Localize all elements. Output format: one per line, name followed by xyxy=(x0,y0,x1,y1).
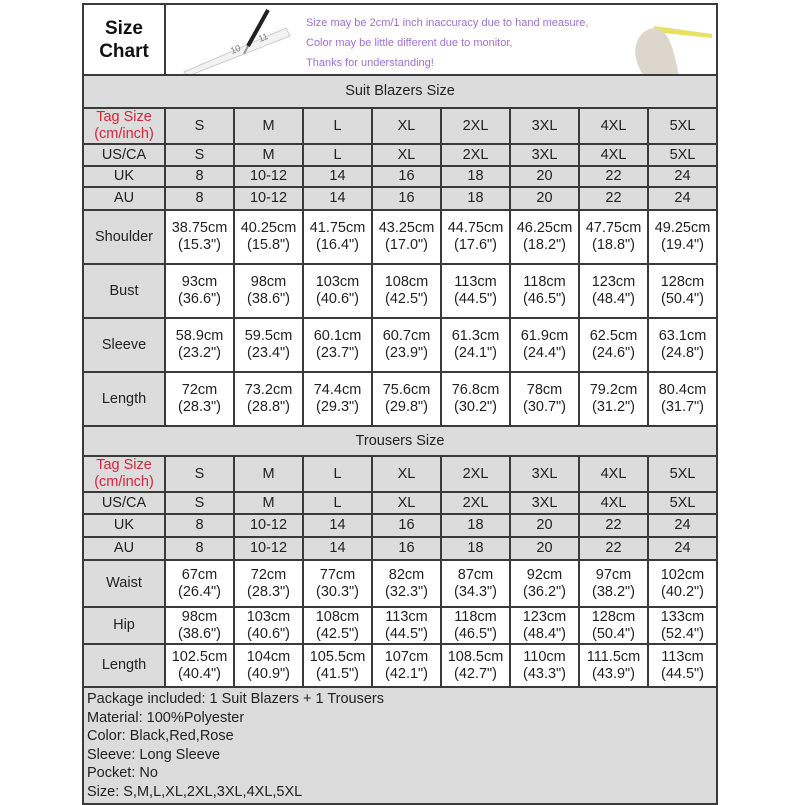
measurement-cell: 10-12 xyxy=(234,537,303,560)
trousers-title-row xyxy=(83,426,717,456)
measurement-cell: 63.1cm (24.8") xyxy=(648,318,717,372)
size-header-l: L xyxy=(303,456,372,492)
size-header-2xl: 2XL xyxy=(441,456,510,492)
measurement-cell: 10-12 xyxy=(234,514,303,537)
measurement-cell: 123cm (48.4") xyxy=(579,264,648,318)
row-label: Shoulder xyxy=(83,210,165,264)
measurement-cell: 110cm (43.3") xyxy=(510,644,579,687)
size-chart-title xyxy=(83,4,165,75)
table-row-bust xyxy=(83,264,717,318)
measurement-cell: 123cm (48.4") xyxy=(510,607,579,644)
row-label: Hip xyxy=(83,607,165,644)
measurement-cell: 2XL xyxy=(441,144,510,166)
ruler-mark: 11 xyxy=(257,31,270,44)
size-header-xl: XL xyxy=(372,108,441,144)
tag-size-row xyxy=(83,108,717,144)
size-header-m: M xyxy=(234,456,303,492)
size-header-xl: XL xyxy=(372,456,441,492)
measurement-cell: 61.9cm (24.4") xyxy=(510,318,579,372)
measurement-cell: 97cm (38.2") xyxy=(579,560,648,607)
row-label: Length xyxy=(83,372,165,426)
measurement-cell: 2XL xyxy=(441,492,510,514)
measurement-cell: 128cm (50.4") xyxy=(648,264,717,318)
row-label: UK xyxy=(83,166,165,187)
row-label: Sleeve xyxy=(83,318,165,372)
size-header-3xl: 3XL xyxy=(510,456,579,492)
table-row-hip xyxy=(83,607,717,644)
ruler-mark: 10 xyxy=(229,42,243,56)
measurement-cell: 43.25cm (17.0") xyxy=(372,210,441,264)
measurement-cell: 40.25cm (15.8") xyxy=(234,210,303,264)
trousers-section-title: Trousers Size xyxy=(83,426,717,456)
measurement-cell: 24 xyxy=(648,187,717,210)
measurement-cell: 38.75cm (15.3") xyxy=(165,210,234,264)
measurement-cell: 73.2cm (28.8") xyxy=(234,372,303,426)
measurement-cell: 8 xyxy=(165,514,234,537)
measurement-cell: 74.4cm (29.3") xyxy=(303,372,372,426)
measurement-cell: 72cm (28.3") xyxy=(165,372,234,426)
measurement-cell: 98cm (38.6") xyxy=(234,264,303,318)
measurement-cell: S xyxy=(165,492,234,514)
measurement-cell: M xyxy=(234,492,303,514)
measurement-cell: 108.5cm (42.7") xyxy=(441,644,510,687)
measurement-cell: 118cm (46.5") xyxy=(441,607,510,644)
title-line-2: Chart xyxy=(99,40,149,62)
row-label: US/CA xyxy=(83,492,165,514)
pencil-ruler-icon xyxy=(176,6,296,74)
size-header-s: S xyxy=(165,456,234,492)
measurement-cell: 4XL xyxy=(579,492,648,514)
measurement-cell: 107cm (42.1") xyxy=(372,644,441,687)
measurement-cell: 58.9cm (23.2") xyxy=(165,318,234,372)
table-row-sleeve xyxy=(83,318,717,372)
measurement-cell: 14 xyxy=(303,514,372,537)
measurement-cell: 24 xyxy=(648,537,717,560)
measurement-cell: 44.75cm (17.6") xyxy=(441,210,510,264)
table-row-uk xyxy=(83,514,717,537)
measurement-cell: 113cm (44.5") xyxy=(441,264,510,318)
table-row-au xyxy=(83,187,717,210)
measurement-cell: 93cm (36.6") xyxy=(165,264,234,318)
row-label: AU xyxy=(83,537,165,560)
measurement-cell: 67cm (26.4") xyxy=(165,560,234,607)
measurement-cell: 111.5cm (43.9") xyxy=(579,644,648,687)
measurement-cell: 77cm (30.3") xyxy=(303,560,372,607)
table-row-au xyxy=(83,537,717,560)
size-header-5xl: 5XL xyxy=(648,108,717,144)
table-row-us-ca xyxy=(83,144,717,166)
measurement-cell: 8 xyxy=(165,187,234,210)
measurement-cell: S xyxy=(165,144,234,166)
measurement-cell: XL xyxy=(372,492,441,514)
measurement-cell: 16 xyxy=(372,187,441,210)
measurement-cell: 133cm (52.4") xyxy=(648,607,717,644)
measurement-cell: 3XL xyxy=(510,144,579,166)
size-header-5xl: 5XL xyxy=(648,456,717,492)
measurement-cell: 47.75cm (18.8") xyxy=(579,210,648,264)
row-label: US/CA xyxy=(83,144,165,166)
measurement-cell: 41.75cm (16.4") xyxy=(303,210,372,264)
measurement-notes xyxy=(306,13,588,73)
measurement-cell: 102cm (40.2") xyxy=(648,560,717,607)
measurement-cell: XL xyxy=(372,144,441,166)
measurement-cell: 10-12 xyxy=(234,187,303,210)
size-header-s: S xyxy=(165,108,234,144)
note-line: Thanks for understanding! xyxy=(306,57,434,69)
measurement-cell: 3XL xyxy=(510,492,579,514)
measurement-cell: 72cm (28.3") xyxy=(234,560,303,607)
size-header-3xl: 3XL xyxy=(510,108,579,144)
product-detail-line: Size: S,M,L,XL,2XL,3XL,4XL,5XL xyxy=(87,783,303,800)
measurement-cell: 20 xyxy=(510,514,579,537)
row-label: Bust xyxy=(83,264,165,318)
table-row-shoulder xyxy=(83,210,717,264)
table-row-uk xyxy=(83,166,717,187)
measurement-cell: 105.5cm (41.5") xyxy=(303,644,372,687)
size-header-4xl: 4XL xyxy=(579,456,648,492)
measurement-cell: 75.6cm (29.8") xyxy=(372,372,441,426)
tag-size-row xyxy=(83,456,717,492)
product-details-row xyxy=(83,687,717,804)
measurement-cell: M xyxy=(234,144,303,166)
measurement-cell: 113cm (44.5") xyxy=(648,644,717,687)
measurement-cell: 59.5cm (23.4") xyxy=(234,318,303,372)
measurement-cell: 22 xyxy=(579,537,648,560)
title-line-1: Size xyxy=(104,17,144,39)
note-line: Color may be little different due to monitor, xyxy=(306,37,513,49)
product-detail-line: Pocket: No xyxy=(87,765,158,781)
tag-size-label: Tag Size (cm/inch) xyxy=(83,456,165,492)
measurement-cell: L xyxy=(303,492,372,514)
hand-tape-measure-icon xyxy=(624,6,714,74)
measurement-cell: 92cm (36.2") xyxy=(510,560,579,607)
measurement-cell: 20 xyxy=(510,187,579,210)
blazers-section-title: Suit Blazers Size xyxy=(83,75,717,108)
measurement-cell: 14 xyxy=(303,537,372,560)
measurement-cell: 16 xyxy=(372,514,441,537)
measurement-cell: 60.1cm (23.7") xyxy=(303,318,372,372)
measurement-cell: 49.25cm (19.4") xyxy=(648,210,717,264)
measurement-cell: 60.7cm (23.9") xyxy=(372,318,441,372)
measurement-cell: 20 xyxy=(510,537,579,560)
measurement-cell: 82cm (32.3") xyxy=(372,560,441,607)
measurement-cell: 128cm (50.4") xyxy=(579,607,648,644)
measurement-cell: 14 xyxy=(303,187,372,210)
measurement-cell: L xyxy=(303,144,372,166)
measurement-cell: 22 xyxy=(579,514,648,537)
measurement-cell: 18 xyxy=(441,537,510,560)
measurement-cell: 16 xyxy=(372,537,441,560)
blazers-title-row xyxy=(83,75,717,108)
size-header-l: L xyxy=(303,108,372,144)
size-header-4xl: 4XL xyxy=(579,108,648,144)
measurement-cell: 22 xyxy=(579,166,648,187)
product-detail-line: Color: Black,Red,Rose xyxy=(87,728,234,744)
measurement-cell: 5XL xyxy=(648,144,717,166)
product-details xyxy=(83,687,717,804)
table-row-length xyxy=(83,644,717,687)
measurement-cell: 62.5cm (24.6") xyxy=(579,318,648,372)
measurement-cell: 24 xyxy=(648,514,717,537)
row-label: UK xyxy=(83,514,165,537)
measurement-cell: 113cm (44.5") xyxy=(372,607,441,644)
measurement-cell: 10-12 xyxy=(234,166,303,187)
size-header-2xl: 2XL xyxy=(441,108,510,144)
measurement-cell: 118cm (46.5") xyxy=(510,264,579,318)
table-row-us-ca xyxy=(83,492,717,514)
row-label: AU xyxy=(83,187,165,210)
header-row xyxy=(83,4,717,75)
measurement-cell: 102.5cm (40.4") xyxy=(165,644,234,687)
measurement-cell: 80.4cm (31.7") xyxy=(648,372,717,426)
measurement-cell: 20 xyxy=(510,166,579,187)
measurement-cell: 5XL xyxy=(648,492,717,514)
measurement-cell: 18 xyxy=(441,166,510,187)
size-header-m: M xyxy=(234,108,303,144)
product-detail-line: Package included: 1 Suit Blazers + 1 Trousers xyxy=(87,691,385,707)
tag-size-label: Tag Size (cm/inch) xyxy=(83,108,165,144)
measurement-cell: 46.25cm (18.2") xyxy=(510,210,579,264)
measurement-cell: 8 xyxy=(165,537,234,560)
measurement-cell: 8 xyxy=(165,166,234,187)
measurement-cell: 76.8cm (30.2") xyxy=(441,372,510,426)
measurement-cell: 78cm (30.7") xyxy=(510,372,579,426)
measurement-cell: 61.3cm (24.1") xyxy=(441,318,510,372)
table-row-length xyxy=(83,372,717,426)
measurement-cell: 87cm (34.3") xyxy=(441,560,510,607)
measurement-cell: 79.2cm (31.2") xyxy=(579,372,648,426)
header-banner xyxy=(165,4,717,75)
measurement-cell: 4XL xyxy=(579,144,648,166)
table-row-waist xyxy=(83,560,717,607)
measurement-cell: 108cm (42.5") xyxy=(372,264,441,318)
measurement-cell: 16 xyxy=(372,166,441,187)
measurement-cell: 98cm (38.6") xyxy=(165,607,234,644)
size-chart-table xyxy=(82,3,718,805)
measurement-cell: 104cm (40.9") xyxy=(234,644,303,687)
measurement-cell: 22 xyxy=(579,187,648,210)
product-detail-line: Sleeve: Long Sleeve xyxy=(87,746,221,763)
measurement-cell: 18 xyxy=(441,187,510,210)
row-label: Length xyxy=(83,644,165,687)
measurement-cell: 18 xyxy=(441,514,510,537)
note-line: Size may be 2cm/1 inch inaccuracy due to hand measure, xyxy=(306,17,589,29)
row-label: Waist xyxy=(83,560,165,607)
measurement-cell: 108cm (42.5") xyxy=(303,607,372,644)
product-detail-line: Material: 100%Polyester xyxy=(87,709,245,726)
measurement-cell: 14 xyxy=(303,166,372,187)
measurement-cell: 103cm (40.6") xyxy=(234,607,303,644)
measurement-cell: 24 xyxy=(648,166,717,187)
measurement-cell: 103cm (40.6") xyxy=(303,264,372,318)
